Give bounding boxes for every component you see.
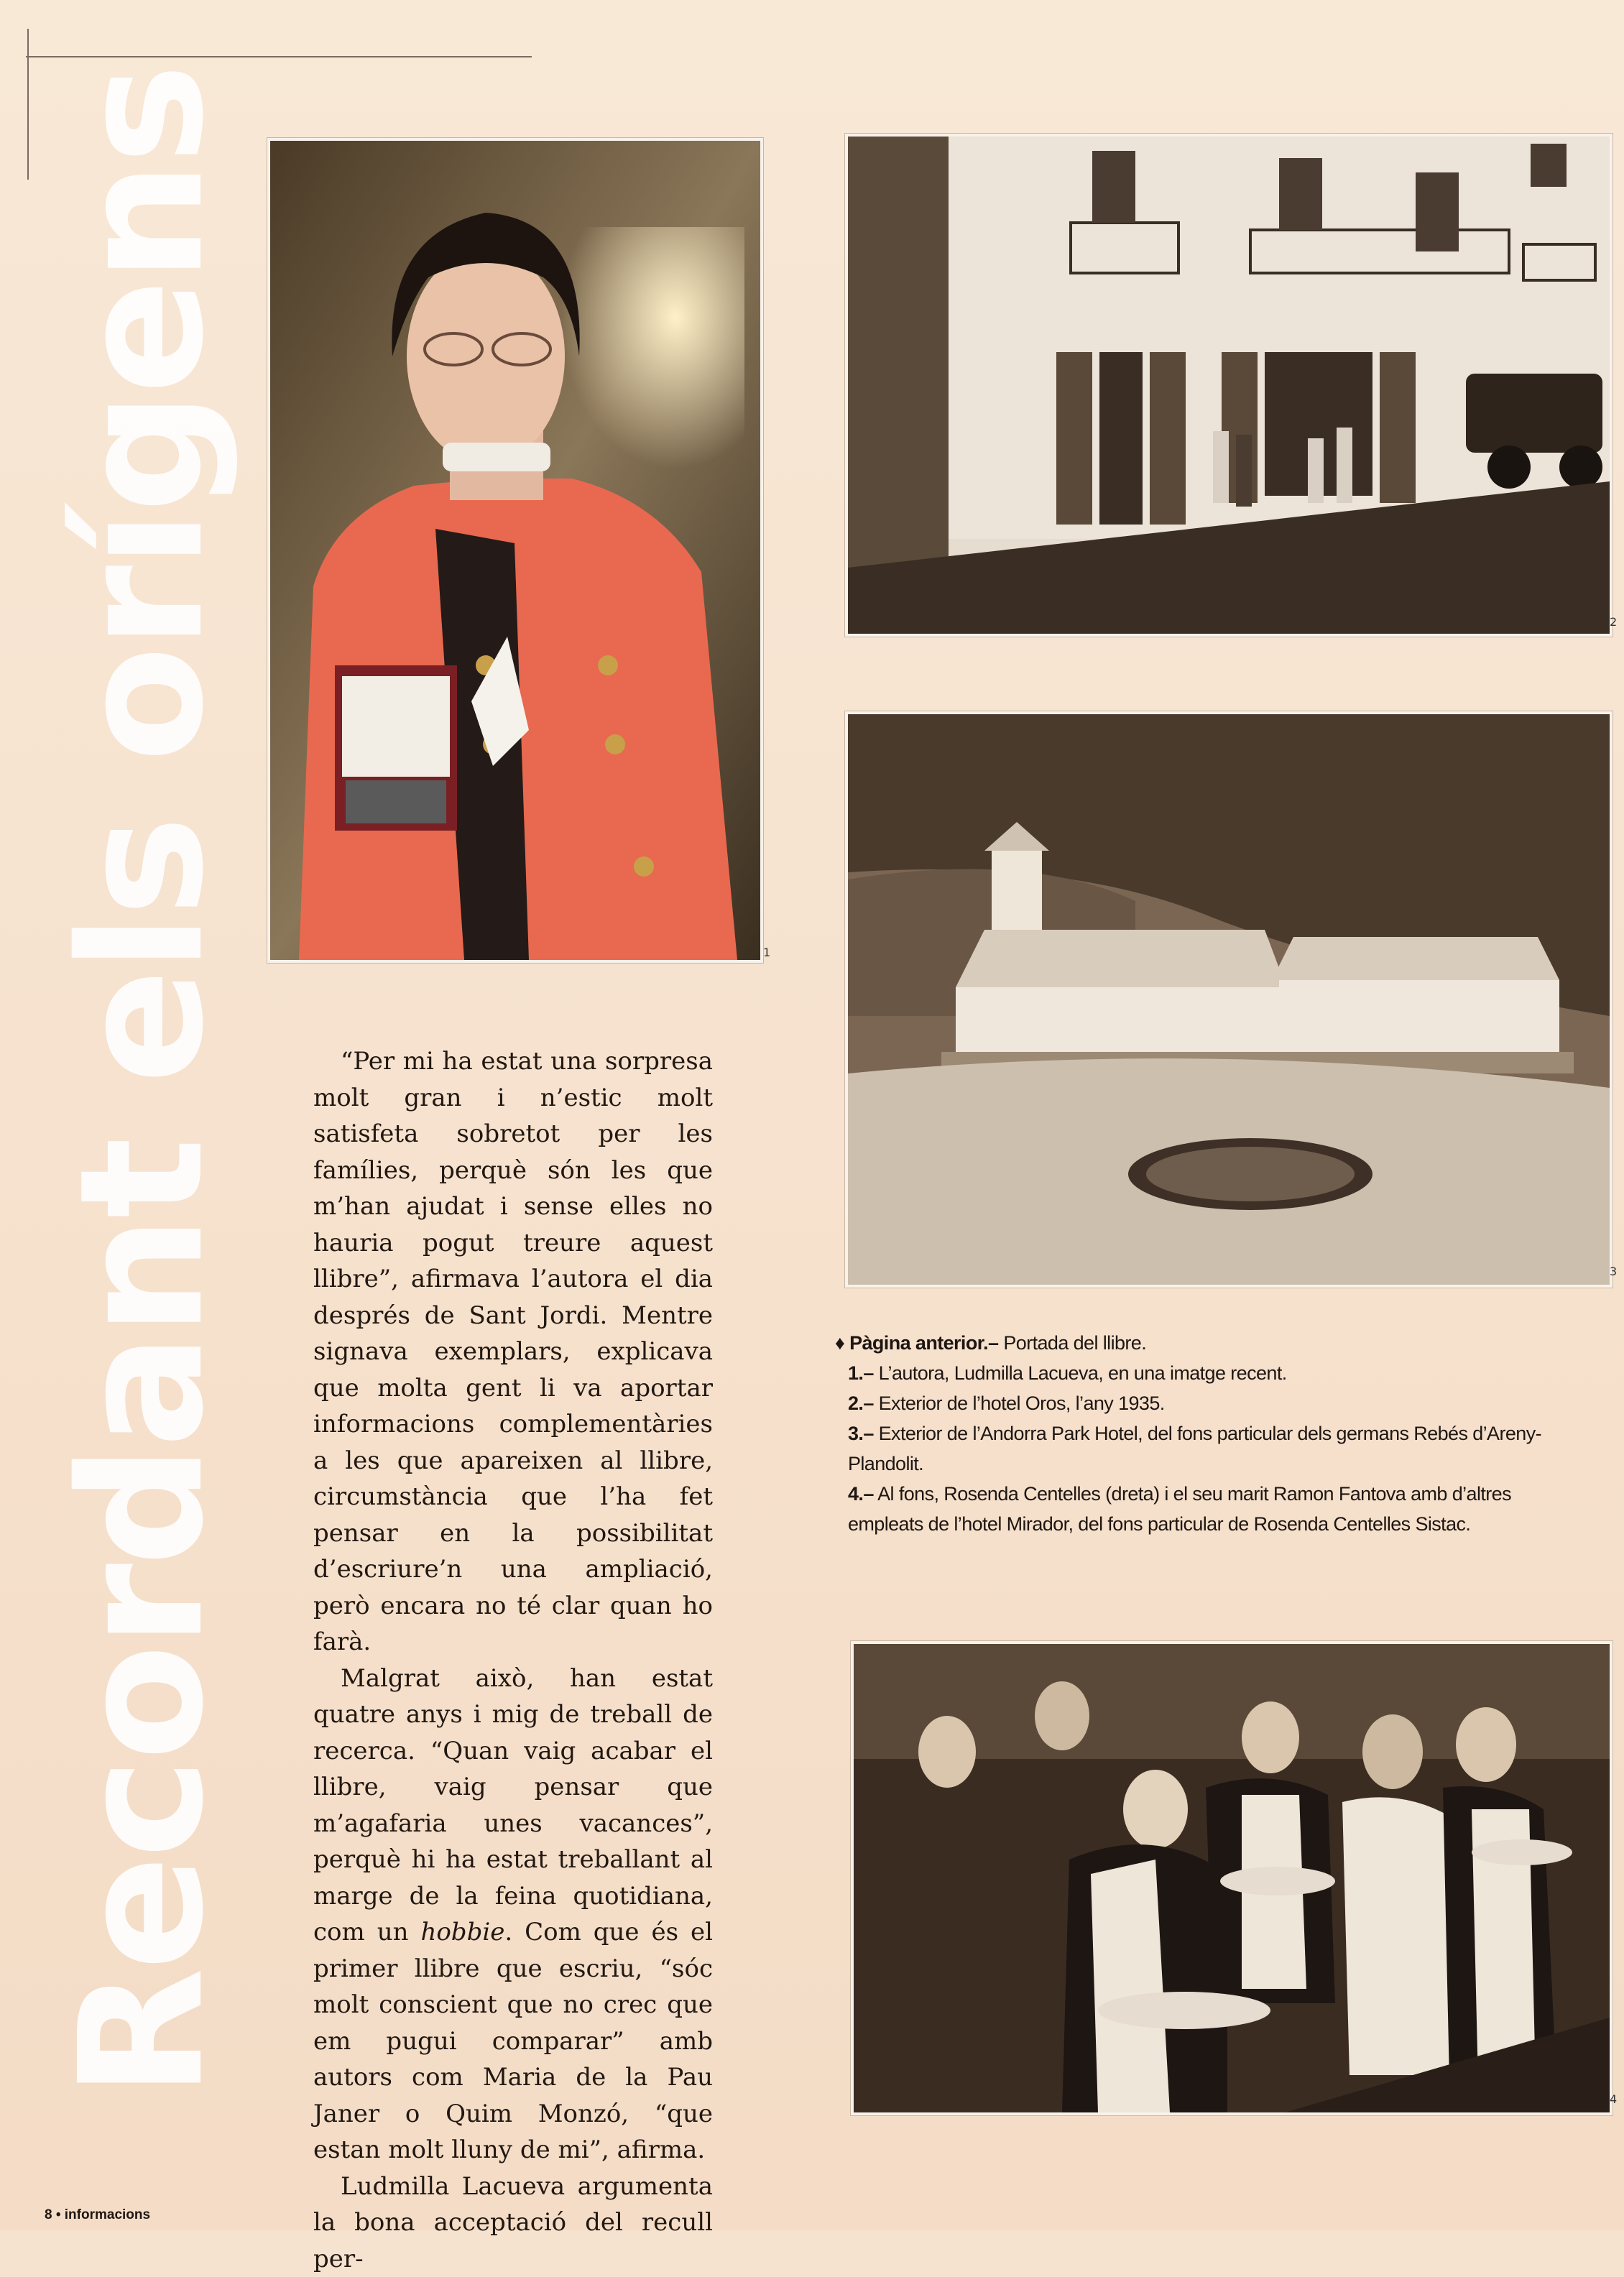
caption-3: 3.– Exterior de l’Andorra Park Hotel, del fons particular dels germans Rebés d’Areny-Plandolit.: [835, 1418, 1582, 1479]
photo-number-1: 1: [763, 946, 770, 959]
photo-author-portrait: [267, 138, 763, 963]
article-paragraph: Ludmilla Lacueva argumenta la bona acceptació del recull per-: [313, 2169, 713, 2277]
section-title: Recordant els orígens: [43, 66, 241, 2098]
caption-4: 4.– Al fons, Rosenda Centelles (dreta) i el seu marit Ramon Fantova amb d’altres empleats de l’hotel Mirador, del fons particular de Rosenda Centelles Sistac.: [835, 1479, 1582, 1539]
section-title-vertical: [43, 374, 208, 2098]
photo-number-2: 2: [1610, 615, 1617, 629]
photo-number-4: 4: [1610, 2092, 1617, 2106]
caption-1: 1.– L’autora, Ludmilla Lacueva, en una imatge recent.: [835, 1358, 1582, 1388]
photo-hotel-mirador-staff: [851, 1641, 1613, 2115]
page-footer: 8 • informacions: [45, 2207, 150, 2223]
photo-number-3: 3: [1610, 1265, 1617, 1278]
photo-andorra-park-hotel: [845, 711, 1613, 1288]
caption-previous-page: ♦ Pàgina anterior.– Portada del llibre.: [835, 1328, 1582, 1358]
crop-mark-vertical: [27, 29, 29, 180]
emphasis: hobbie: [420, 1918, 504, 1946]
article-paragraph: Malgrat això, han estat quatre anys i mig de treball de recerca. “Quan vaig acabar el llibre, vaig pensar que m’agafaria unes vacances”, perquè hi ha estat treballant al marge de la feina quotidiana, com un hobbie. Com que és el primer llibre que escriu, “sóc molt conscient que no crec que em pugui comparar” amb autors com Maria de la Pau Janer o Quim Monzó, “que estan molt lluny de mi”, afirma.: [313, 1661, 713, 2169]
crop-mark-horizontal: [26, 56, 532, 57]
photo-captions: [835, 1328, 1582, 1539]
article-paragraph: “Per mi ha estat una sorpresa molt gran i n’estic molt satisfeta sobretot per les famílies, perquè són les que m’han ajudat i sense elles no hauria pogut treure aquest llibre”, afirmava l’autora el dia després de Sant Jordi. Mentre signava exemplars, explicava que molta gent li va aportar informacions complementàries a les que apareixen al llibre, circumstància que l’ha fet pensar en la possibilitat d’escriure’n una ampliació, però encara no té clar quan ho farà.: [313, 1043, 713, 1661]
caption-2: 2.– Exterior de l’hotel Oros, l’any 1935.: [835, 1388, 1582, 1418]
article-body: [313, 1043, 713, 2277]
photo-hotel-oros: [845, 134, 1613, 637]
